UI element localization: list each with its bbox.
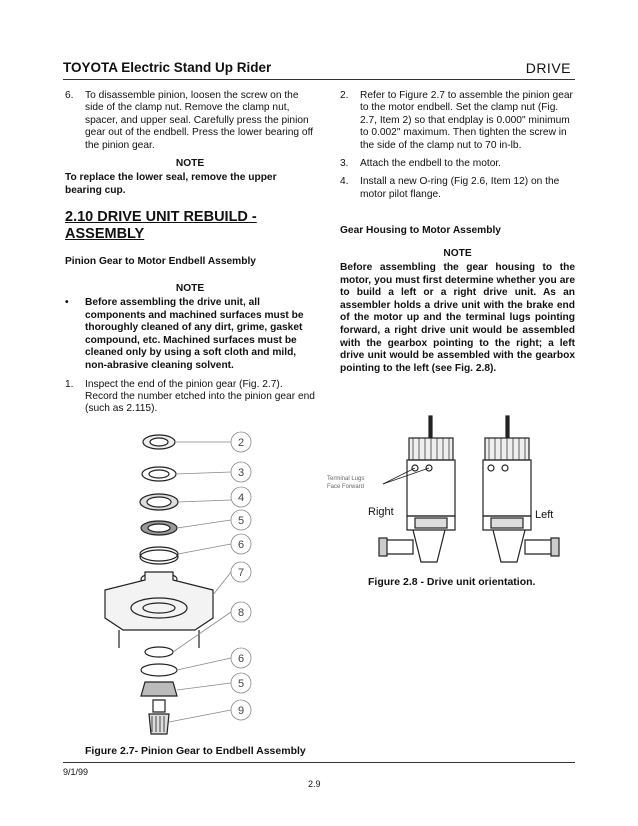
left-column xyxy=(65,90,315,422)
callout-label: 9 xyxy=(237,705,245,717)
callout-label: 5 xyxy=(237,678,245,690)
note-title: NOTE xyxy=(175,282,205,294)
callout-label: 6 xyxy=(237,653,245,665)
step-4 xyxy=(340,176,575,201)
pinion-assembly-figure xyxy=(95,430,270,740)
header-section: DRIVE xyxy=(525,60,571,76)
step-text: To disassemble pinion, loosen the screw on the side of the clamp nut. Remove the clamp nut, spacer, and upper seal. Carefully press the pinion gear out of the endbell. Press the lower bearing off the pinion gear. xyxy=(85,90,314,151)
page-number: 2.9 xyxy=(308,779,321,789)
endbell-part xyxy=(105,572,213,630)
step-6 xyxy=(65,90,315,152)
callout-label: 7 xyxy=(237,567,245,579)
step-text: Install a new O-ring (Fig 2.6, Item 12) on the motor pilot flange. xyxy=(360,176,560,200)
note-text: To replace the lower seal, remove the upper bearing cup. xyxy=(65,172,277,196)
step-number: 1. xyxy=(65,378,74,390)
left-label: Left xyxy=(535,509,554,521)
callout-label: 4 xyxy=(237,492,245,504)
spacer-part xyxy=(142,467,176,481)
step-text: Refer to Figure 2.7 to assemble the pinion gear to the motor endbell. Set the clamp nut (Fig. 2.7, Item 2) so that endplay is 0.000" minimum to 0.002" maximum. Then tighten the screw in the side of the clamp nut to 70 in-lb. xyxy=(360,90,573,151)
bearing-cup-part xyxy=(140,547,178,561)
header-rule xyxy=(63,79,575,80)
callout-label: 6 xyxy=(237,539,245,551)
note-text: Before assembling the gear housing to the motor, you must first determine whether you are to build a left or a right drive unit. As an assembler holds a drive unit with the brake end of the motor up and the terminal lugs pointing forward, a right drive unit would be assembled with the gearbox pointing to the right; a left drive unit would be assembled with the gearbox pointing to the left (see Fig. 2.8). xyxy=(340,262,575,374)
footer-date: 9/1/99 xyxy=(63,767,89,777)
right-label: Right xyxy=(368,506,394,518)
right-drive-unit xyxy=(379,416,455,562)
step-number: 4. xyxy=(340,176,349,188)
footer-rule xyxy=(63,762,575,763)
step-number: 2. xyxy=(340,90,349,101)
left-drive-unit xyxy=(483,416,559,562)
terminal-lugs-label: Terminal Lugs xyxy=(327,476,365,482)
callout-label: 8 xyxy=(237,607,245,619)
step-1 xyxy=(65,379,315,416)
note-title: NOTE xyxy=(443,247,472,259)
figure-2-7-caption: Figure 2.7- Pinion Gear to Endbell Assembly xyxy=(85,745,306,757)
sub-heading: Gear Housing to Motor Assembly xyxy=(340,225,501,237)
note-bullet-item xyxy=(65,297,315,373)
figure-2-8-caption: Figure 2.8 - Drive unit orientation. xyxy=(368,576,536,588)
note-text: Before assembling the drive unit, all components and machined surfaces must be thoroughly cleaned of any dirt, grime, gasket compound, etc. Machined surfaces must be cleaned only by using a soft cloth and mild, non-abrasive cleaning solvent. xyxy=(85,297,304,372)
face-forward-label: Face Forward xyxy=(327,484,365,490)
step-number: 3. xyxy=(340,158,349,170)
callout-label: 5 xyxy=(237,515,245,527)
step-2 xyxy=(340,90,575,152)
section-title: 2.10 DRIVE UNIT REBUILD - xyxy=(65,209,257,226)
callout-label: 3 xyxy=(237,467,245,479)
step-text: Inspect the end of the pinion gear (Fig. 2.7). Record the number etched into the pinion gear end (such as 2.115). xyxy=(85,378,315,415)
header-title: TOYOTA Electric Stand Up Rider xyxy=(63,60,272,75)
step-3 xyxy=(340,158,575,170)
step-text: Attach the endbell to the motor. xyxy=(360,158,502,170)
note-title: NOTE xyxy=(175,158,205,170)
section-title-cont: ASSEMBLY xyxy=(65,226,145,243)
lower-bearing-part xyxy=(141,682,177,696)
callout-label: 2 xyxy=(237,437,245,449)
drive-unit-figure xyxy=(325,412,585,572)
right-column xyxy=(340,90,575,375)
step-number: 6. xyxy=(65,90,74,101)
sub-heading: Pinion Gear to Motor Endbell Assembly xyxy=(65,256,256,268)
bullet-icon: • xyxy=(65,297,69,309)
